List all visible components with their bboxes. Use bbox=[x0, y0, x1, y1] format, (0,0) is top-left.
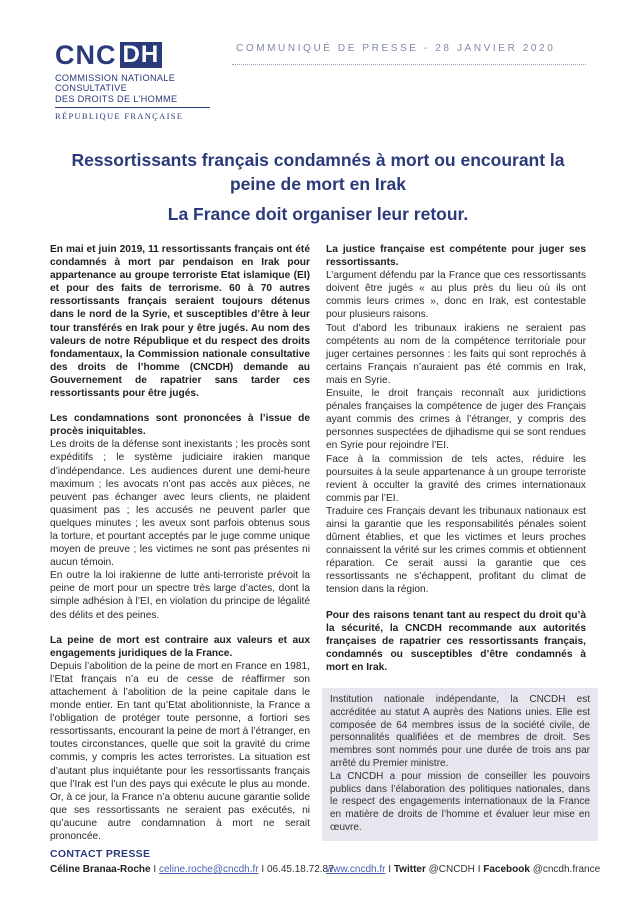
facebook-handle[interactable]: @cncdh.france bbox=[532, 864, 601, 875]
logo-institution-name bbox=[55, 73, 213, 104]
logo-letters-dh: DH bbox=[120, 42, 163, 68]
logo-divider bbox=[55, 107, 210, 108]
body-paragraph: Tout d’abord les tribunaux irakiens ne seraient pas compétents au nom de la compétence territoriale pour juger certaines personnes : les faits qui sont reprochés à certains Français n’auraient pas été commis en Irak, mais en Syrie. bbox=[326, 322, 586, 386]
logo-name-line: DES DROITS DE L'HOMME bbox=[55, 93, 178, 104]
header-dotted-rule bbox=[232, 64, 586, 65]
logo-name-line: CONSULTATIVE bbox=[55, 83, 128, 94]
contact-heading: CONTACT PRESSE bbox=[50, 848, 151, 860]
body-paragraph: Les droits de la défense sont inexistants ; les procès sont expéditifs ; le système judiciaire irakien manque d’indépendance. Les audiences durent une demi-heure maximum ; les avocats n’ont pas accès aux pièces, ne peuvent pas échanger avec leurs clients, ne plaident quasiment pas ; les accusés ne peuvent parler que quelques minutes ; les aveux sont parfois obtenus sous la torture, et pourtant acceptés par le juge comme unique moyen de preuve ; les victimes ne sont pas présentes ni aucun témoin. bbox=[50, 439, 310, 569]
title-line-sub: La France doit organiser leur retour. bbox=[167, 204, 469, 224]
info-paragraph: Institution nationale indépendante, la CNCDH est accréditée au statut A auprès des Nations unies. Elle est composée de 64 membres issus de la société civile, de personnalités qualifiées et de membres de droit. Ses membres sont nommés pour une durée de trois ans par arrêté du Premier ministre. bbox=[330, 694, 590, 769]
press-release-label: COMMUNIQUÉ DE PRESSE - 28 JANVIER 2020 bbox=[236, 43, 556, 54]
info-paragraph: La CNCDH a pour mission de conseiller les pouvoirs publics dans l’élaboration des politiques nationales, dans le respect des engagements internationaux de la France en matière de droits de l’homme et évaluer leur mise en œuvre. bbox=[330, 770, 590, 833]
body-paragraph: Ensuite, le droit français reconnaît aux juridictions pénales françaises la compétence de juger des Français ayant commis des crimes à l’étranger, y compris des personnes suspectées de djihadisme qui se sont rendues en Syrie pour rejoindre l’EI. bbox=[326, 388, 586, 452]
section-heading-jurisdiction: La justice française est compétente pour juger ses ressortissants. bbox=[326, 244, 586, 269]
logo-letters-cnc: CNC bbox=[55, 40, 117, 70]
website-link[interactable]: www.cncdh.fr bbox=[326, 864, 386, 875]
separator: I bbox=[261, 864, 265, 875]
separator: I bbox=[153, 864, 157, 875]
institution-info-box bbox=[322, 688, 598, 841]
footer bbox=[50, 848, 601, 875]
facebook-label: Facebook bbox=[483, 864, 530, 875]
contact-email-link[interactable]: celine.roche@cncdh.fr bbox=[158, 864, 259, 875]
left-column bbox=[50, 243, 310, 843]
contact-name: Céline Branaa-Roche bbox=[50, 864, 151, 875]
document-title bbox=[50, 148, 586, 226]
body-paragraph: Depuis l’abolition de la peine de mort en France en 1981, l’Etat français n’a eu de cesse de réaffirmer son attachement à l’abolition de la peine capitale dans le monde entier. En tant qu’Etat abolitionniste, la France a l’obligation de protéger toute personne, a fortiori ses ressortissants, encourant la peine de mort à l’étranger, en toutes circonstances, quelle que soit la gravité du crime commis, y compris les actes terroristes. La situation est d’autant plus inquiétante pour les ressortissants français que l’Irak est l’un des pays qui exécute le plus au monde. Or, à ce jour, la France n’a obtenu aucune garantie solide que ses ressortissants ne seraient pas exécutés, ni qu’aucune autre condamnation à mort ne serait prononcée. bbox=[50, 660, 310, 843]
cncdh-logo bbox=[55, 42, 213, 121]
social-links bbox=[326, 864, 600, 875]
conclusion-paragraph: Pour des raisons tenant tant au respect du droit qu’à la sécurité, la CNCDH recommande aux autorités françaises de rapatrier ces ressortissants français, condamnés ou susceptibles d’être condamnés à mort en Irak. bbox=[326, 609, 586, 673]
body-paragraph: En outre la loi irakienne de lutte anti-terroriste prévoit la peine de mort pour un spectre très large d’actes, dont la simple adhésion à l’EI, en violation du principe de légalité des délits et des peines. bbox=[50, 570, 310, 621]
body-paragraph: L’argument défendu par la France que ces ressortissants doivent être jugés « au plus près du lieu où ils ont commis leurs crimes », donc en Irak, est contestable pour plusieurs raisons. bbox=[326, 270, 586, 321]
section-heading-trials: Les condamnations sont prononcées à l’issue de procès iniquitables. bbox=[50, 413, 310, 438]
title-line-main: Ressortissants français condamnés à mort ou encourant la peine de mort en Irak bbox=[71, 150, 565, 194]
intro-paragraph: En mai et juin 2019, 11 ressortissants français ont été condamnés à mort par pendaison en Irak pour appartenance au groupe terroriste Etat islamique (EI) et pour des faits de terrorisme. 60 à 70 autres ressortissants français seraient toujours détenus dans le nord de la Syrie, et susceptibles d’être à leur tour transférés en Irak pour y être jugés. Au nom des valeurs de notre République et du respect des droits fondamentaux, la Commission nationale consultative des droits de l’homme (CNCDH) demande au Gouvernement de rapatrier sans tarder ces ressortissants pour être jugés. bbox=[50, 244, 310, 400]
section-heading-death-penalty: La peine de mort est contraire aux valeurs et aux engagements juridiques de la France. bbox=[50, 634, 310, 659]
body-paragraph: Traduire ces Français devant les tribunaux nationaux est ainsi la garantie que les responsabilités pénales soient dûment établies, et que les victimes et leurs proches connaissent la vérité sur les crimes commis et obtiennent réparation. Ce serait aussi la garantie que ces ressortissants ne s’échappent, profitant du climat de tension dans la région. bbox=[326, 505, 586, 596]
logo-republic: RÉPUBLIQUE FRANÇAISE bbox=[55, 111, 184, 122]
twitter-label: Twitter bbox=[393, 864, 426, 875]
separator: I bbox=[388, 864, 392, 875]
right-column bbox=[326, 243, 586, 674]
logo-name-line: COMMISSION NATIONALE bbox=[55, 73, 176, 83]
body-paragraph: Face à la commission de tels actes, réduire les poursuites à la seule appartenance à un groupe terroriste revient à occulter la gravité des crimes internationaux commis par l’EI. bbox=[326, 453, 586, 504]
contact-phone: 06.45.18.72.87 bbox=[266, 864, 334, 875]
twitter-handle[interactable]: @CNCDH bbox=[428, 864, 475, 875]
separator: I bbox=[477, 864, 481, 875]
contact-row bbox=[50, 864, 601, 875]
logo-wordmark bbox=[55, 42, 213, 68]
